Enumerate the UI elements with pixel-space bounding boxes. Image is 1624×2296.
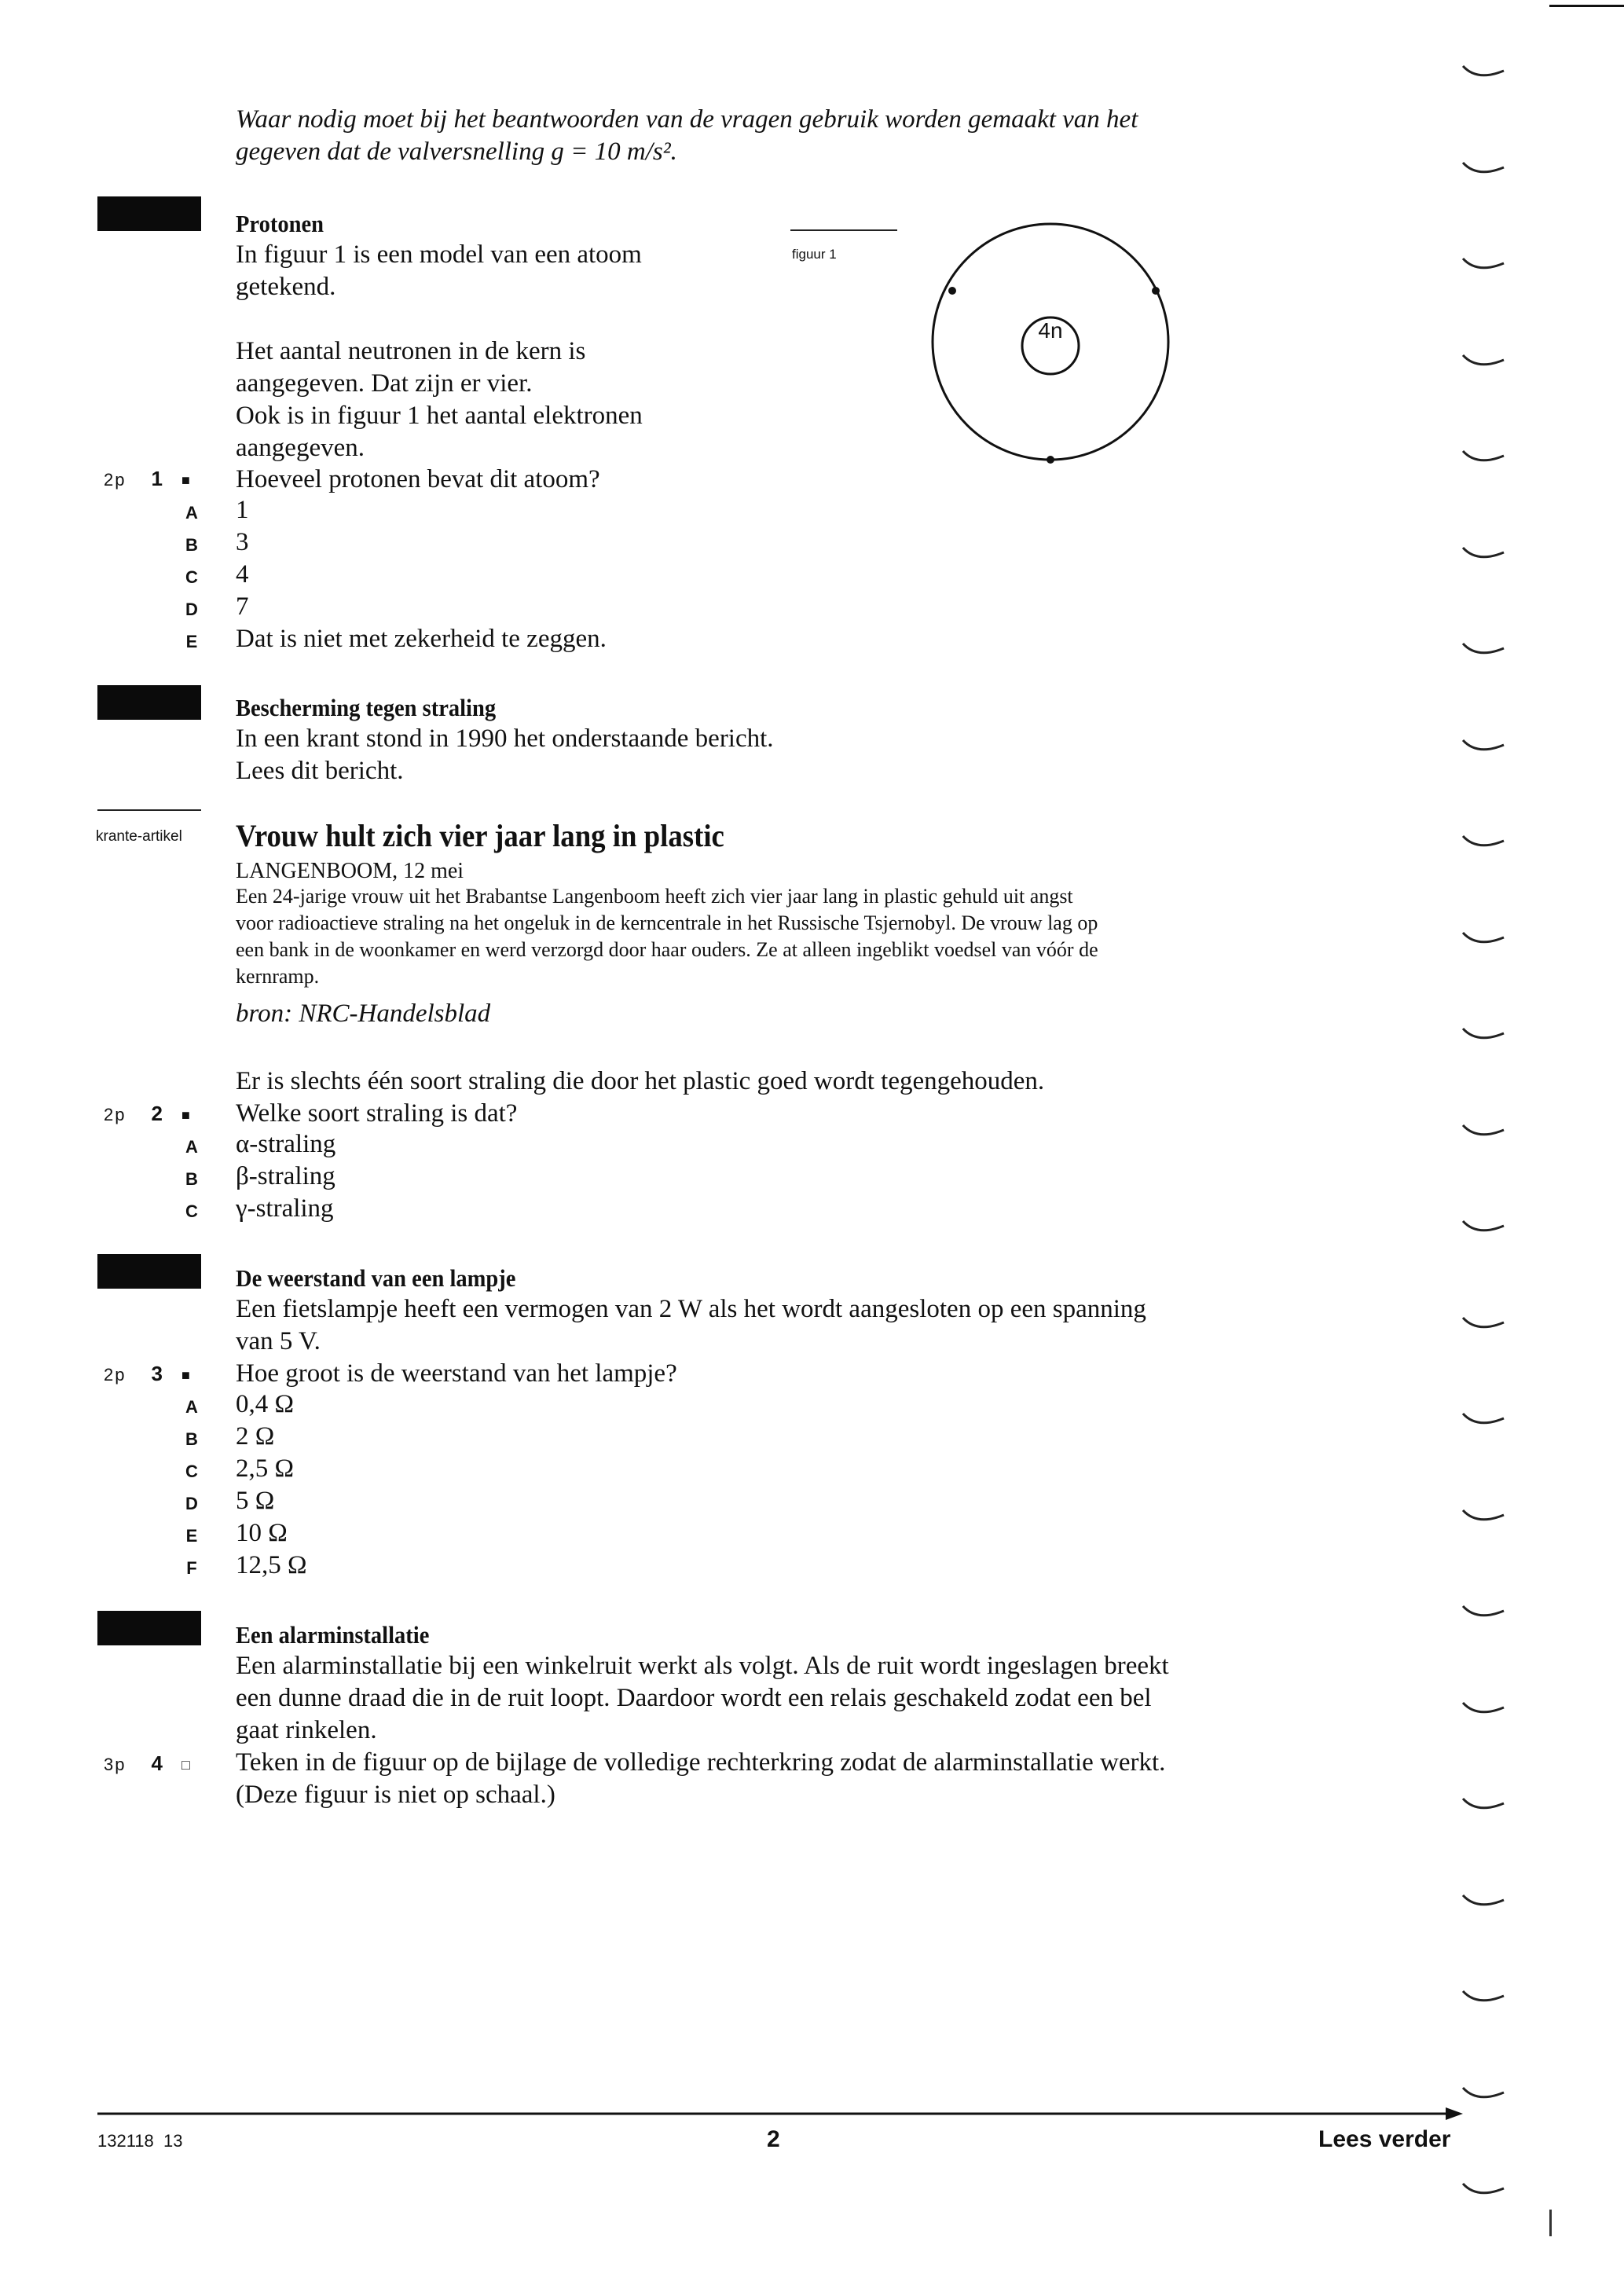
electron-dot — [1152, 287, 1160, 295]
question-number-3 — [104, 1362, 192, 1386]
option-text: 7 — [236, 592, 249, 621]
filled-square-icon: ■ — [181, 472, 192, 489]
section-heading-alarm: Een alarminstallatie — [236, 1621, 430, 1649]
nucleus-label: 4n — [1038, 318, 1063, 343]
option-text: α-straling — [236, 1130, 336, 1158]
article-line: Een 24-jarige vrouw uit het Brabantse Langenboom heeft zich vier jaar lang in plastic gehuld uit angst — [236, 885, 1073, 908]
text-line: Teken in de figuur op de bijlage de volledige rechterkring zodat de alarminstallatie werkt. — [236, 1748, 1166, 1777]
option-text: β-straling — [236, 1162, 335, 1190]
question-number-2 — [104, 1102, 192, 1126]
option-letter: E — [185, 632, 198, 651]
question-points: 2p — [104, 470, 126, 490]
option-letter: E — [185, 1526, 198, 1546]
option-letter: A — [185, 1397, 198, 1417]
question-4-text — [236, 1747, 1375, 1811]
text-line: Een fietslampje heeft een vermogen van 2 W als het wordt aangesloten op een spanning — [236, 1295, 1146, 1323]
option-letter: D — [185, 1494, 198, 1513]
option-text: Dat is niet met zekerheid te zeggen. — [236, 625, 607, 653]
text-line: Ook is in figuur 1 het aantal elektronen — [236, 402, 643, 430]
question-2-text: Welke soort straling is dat? — [236, 1099, 518, 1128]
filled-square-icon: ■ — [181, 1367, 192, 1384]
figure-rule — [790, 229, 897, 231]
option-text: 4 — [236, 560, 249, 589]
text-line: aangegeven. Dat zijn er vier. — [236, 369, 533, 398]
margin-bar — [1549, 2210, 1552, 2236]
margin-tick-icon — [1460, 543, 1507, 567]
question-number: 4 — [151, 1751, 164, 1775]
text-line: getekend. — [236, 273, 336, 301]
section-heading-protonen: Protonen — [236, 210, 324, 237]
article-rule — [97, 809, 201, 811]
question-number: 1 — [151, 467, 164, 490]
margin-tick-icon — [1460, 2179, 1507, 2202]
text-line: (Deze figuur is niet op schaal.) — [236, 1781, 555, 1809]
page-number: 2 — [767, 2126, 780, 2152]
option-text: γ-straling — [236, 1194, 334, 1223]
article-line: kernramp. — [236, 965, 320, 988]
option-letter: F — [186, 1558, 197, 1578]
margin-tick-icon — [1460, 350, 1507, 374]
continue-label: Lees verder — [1318, 2126, 1451, 2152]
option-letter: A — [185, 1137, 198, 1157]
intro-line: gegeven dat de valversnelling g = 10 m/s². — [236, 138, 677, 166]
option-text: 1 — [236, 496, 249, 524]
margin-tick-icon — [1460, 2083, 1507, 2107]
section-marker — [97, 196, 201, 231]
question-3-text: Hoe groot is de weerstand van het lampje? — [236, 1359, 677, 1388]
margin-tick-icon — [1460, 1409, 1507, 1432]
option-letter: B — [185, 1169, 198, 1189]
option-text: 12,5 Ω — [236, 1551, 307, 1579]
text-line — [236, 303, 786, 336]
option-letter: D — [185, 600, 198, 619]
option-letter: C — [185, 1462, 198, 1481]
text-line: aangegeven. — [236, 434, 365, 462]
article-title: Vrouw hult zich vier jaar lang in plastic — [236, 818, 724, 853]
article-line: voor radioactieve straling na het ongeluk in de kerncentrale in het Russische Tsjernobyl. De vrouw lag op — [236, 911, 1098, 934]
question-number: 3 — [151, 1362, 164, 1385]
article-dateline: LANGENBOOM, 12 mei — [236, 859, 464, 883]
margin-tick-icon — [1460, 1601, 1507, 1625]
intro-text — [236, 104, 1336, 168]
article-body — [236, 883, 1336, 990]
article-side-label: krante-artikel — [96, 828, 182, 845]
text-line: een dunne draad die in de ruit loopt. Daardoor wordt een relais geschakeld zodat een bel — [236, 1684, 1152, 1712]
option-letter: B — [185, 535, 198, 555]
option-text: 10 Ω — [236, 1519, 288, 1547]
section-marker — [97, 1254, 201, 1289]
option-text: 2 Ω — [236, 1422, 275, 1451]
margin-tick-icon — [1460, 928, 1507, 952]
option-letter: A — [185, 503, 198, 523]
margin-tick-icon — [1460, 1506, 1507, 1529]
margin-tick-icon — [1460, 639, 1507, 662]
question-number: 2 — [151, 1102, 164, 1125]
corner-rule — [1549, 5, 1624, 7]
section-straling-text — [236, 723, 774, 787]
article-line: een bank in de woonkamer en werd verzorgd door haar ouders. Ze at alleen ingeblikt voedsel van vóór de — [236, 938, 1098, 961]
filled-square-icon: ■ — [181, 1107, 192, 1124]
margin-tick-icon — [1460, 735, 1507, 759]
question-number-1 — [104, 467, 192, 491]
text-line: In een krant stond in 1990 het onderstaande bericht. — [236, 724, 774, 753]
question-1-text: Hoeveel protonen bevat dit atoom? — [236, 465, 600, 493]
figure-label: figuur 1 — [792, 247, 837, 262]
option-letter: C — [185, 1201, 198, 1221]
option-text: 2,5 Ω — [236, 1454, 295, 1483]
margin-tick-icon — [1460, 1698, 1507, 1722]
margin-tick-icon — [1460, 1313, 1507, 1337]
footer-arrow-line — [97, 2104, 1465, 2123]
margin-tick-icon — [1460, 254, 1507, 277]
electron-dot — [1047, 456, 1054, 464]
margin-tick-icon — [1460, 831, 1507, 855]
article-source: bron: NRC-Handelsblad — [236, 999, 491, 1028]
section-marker — [97, 1611, 201, 1645]
text-line: Lees dit bericht. — [236, 757, 404, 785]
section-heading-straling: Bescherming tegen straling — [236, 694, 497, 721]
question-points: 2p — [104, 1105, 126, 1124]
option-text: 5 Ω — [236, 1487, 275, 1515]
section-marker — [97, 685, 201, 720]
text-line: In figuur 1 is een model van een atoom — [236, 240, 642, 269]
question-points: 3p — [104, 1755, 126, 1774]
margin-tick-icon — [1460, 1891, 1507, 1914]
section-protonen-text — [236, 239, 786, 464]
margin-tick-icon — [1460, 158, 1507, 182]
atom-figure — [927, 212, 1179, 471]
option-text: 3 — [236, 528, 249, 556]
section-straling-statement: Er is slechts één soort straling die door het plastic goed wordt tegengehouden. — [236, 1067, 1045, 1095]
margin-tick-icon — [1460, 446, 1507, 470]
option-letter: C — [185, 567, 198, 587]
margin-tick-icon — [1460, 61, 1507, 85]
question-number-4 — [104, 1751, 192, 1776]
text-line: Het aantal neutronen in de kern is — [236, 337, 586, 365]
margin-tick-icon — [1460, 1120, 1507, 1144]
section-alarm-text — [236, 1650, 1375, 1747]
text-line: van 5 V. — [236, 1327, 321, 1355]
footer-code: 132118 13 — [97, 2131, 183, 2151]
option-letter: B — [185, 1429, 198, 1449]
open-square-icon: □ — [181, 1757, 192, 1773]
margin-tick-icon — [1460, 1024, 1507, 1047]
section-heading-weerstand: De weerstand van een lampje — [236, 1264, 516, 1292]
text-line: gaat rinkelen. — [236, 1716, 377, 1744]
intro-line: Waar nodig moet bij het beantwoorden van de vragen gebruik worden gemaakt van het — [236, 105, 1138, 134]
section-weerstand-text — [236, 1293, 1375, 1358]
option-text: 0,4 Ω — [236, 1390, 295, 1418]
margin-tick-icon — [1460, 1794, 1507, 1817]
text-line: Een alarminstallatie bij een winkelruit werkt als volgt. Als de ruit wordt ingeslagen breekt — [236, 1652, 1169, 1680]
margin-tick-icon — [1460, 1216, 1507, 1240]
question-points: 2p — [104, 1365, 126, 1385]
margin-tick-icon — [1460, 1986, 1507, 2010]
electron-dot — [948, 287, 956, 295]
